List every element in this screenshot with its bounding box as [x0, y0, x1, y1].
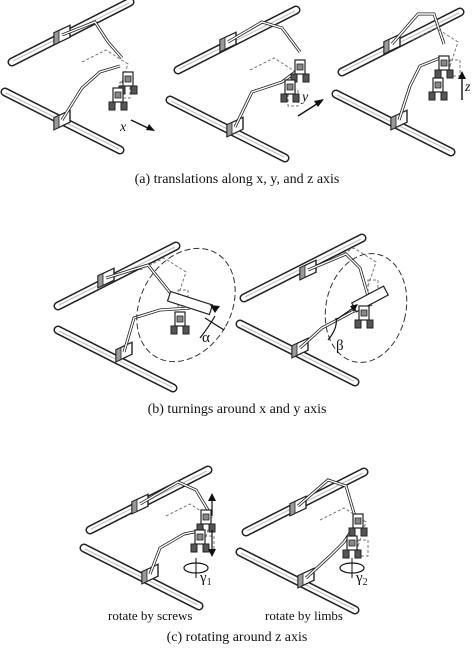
- gamma1-label: $\gamma_1$: [200, 570, 212, 588]
- panel-b-y-turning: [240, 238, 417, 382]
- beta-label: β: [336, 338, 344, 354]
- y-axis-label: y: [302, 90, 309, 105]
- x-axis-label: x: [120, 120, 127, 135]
- sublabel-rotate-by-limbs: rotate by limbs: [265, 608, 343, 623]
- panel-c-rotate-by-limbs: [240, 472, 368, 610]
- panel-a-z-translation: [336, 12, 460, 152]
- panel-a-x-translation: [5, 2, 137, 150]
- caption-c: (c) rotating around z axis: [166, 630, 308, 645]
- panel-b-x-turning: [58, 231, 255, 388]
- caption-b: (b) turnings around x and y axis: [147, 402, 327, 417]
- gamma2-label: $\gamma_2$: [356, 570, 368, 588]
- z-axis-label: z: [465, 80, 471, 95]
- panel-a-y-translation: [170, 10, 309, 158]
- sublabel-rotate-by-screws: rotate by screws: [108, 608, 193, 623]
- x-axis-arrow: [131, 120, 155, 131]
- alpha-label: α: [202, 330, 210, 346]
- panel-c-rotate-by-screws: [84, 470, 216, 606]
- caption-a: (a) translations along x, y, and z axis: [134, 172, 340, 187]
